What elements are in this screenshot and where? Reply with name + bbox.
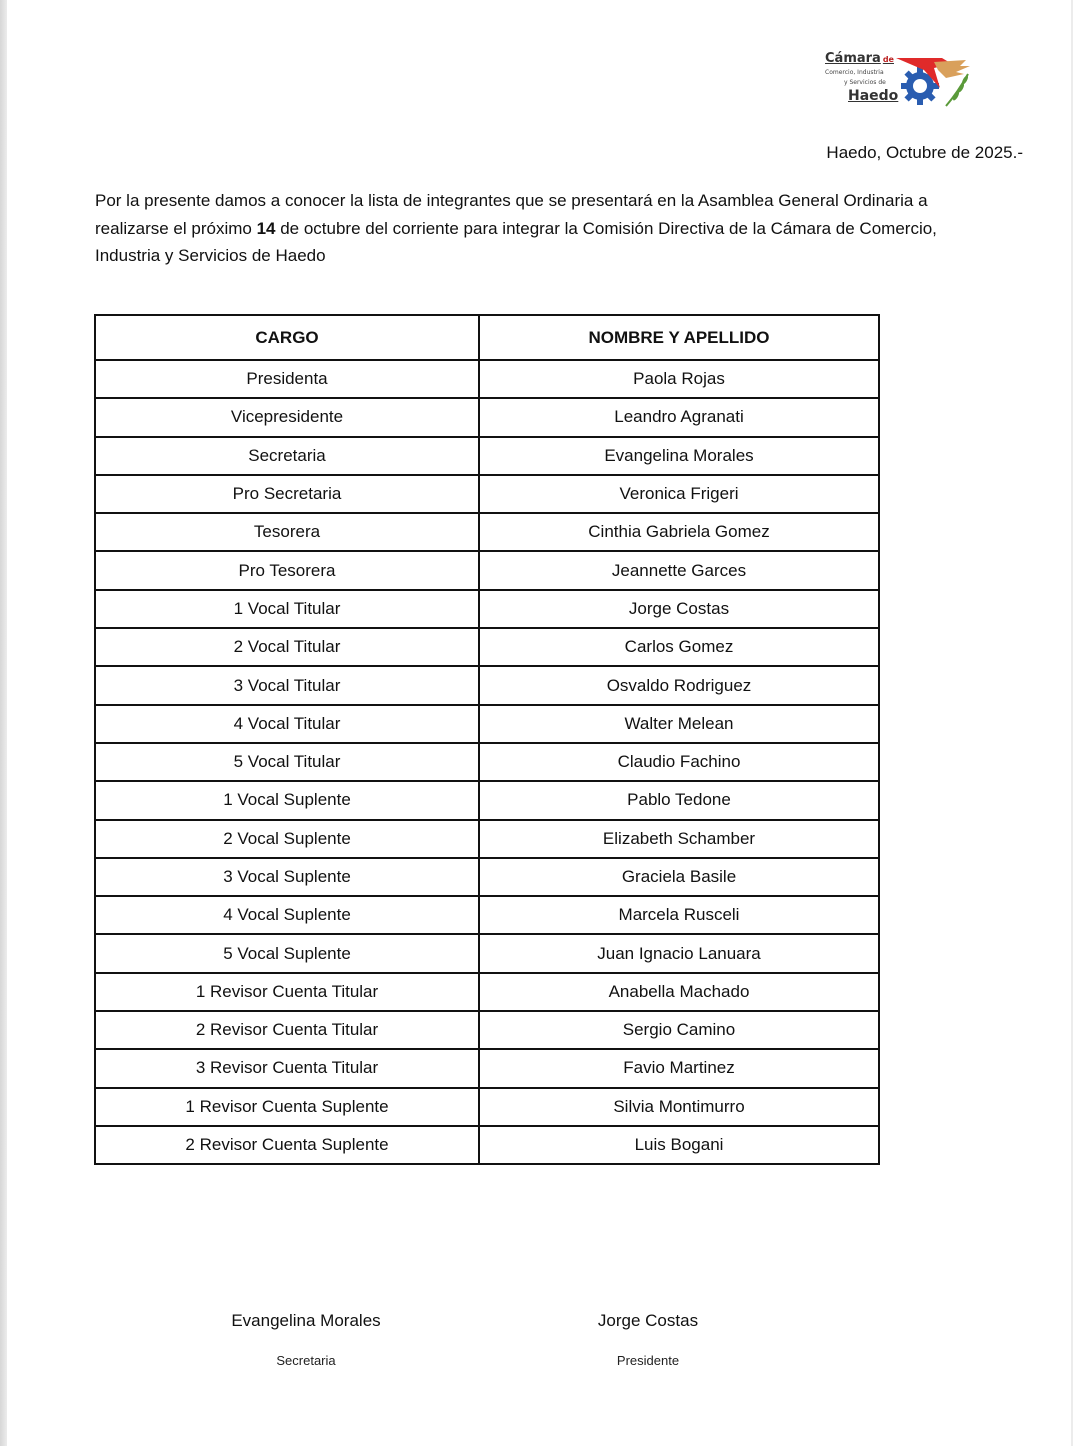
column-header-cargo: CARGO bbox=[95, 315, 479, 360]
table-row bbox=[95, 1088, 879, 1126]
nombre-cell: Silvia Montimurro bbox=[479, 1088, 879, 1126]
logo-line-2: Comercio, Industria bbox=[825, 69, 884, 76]
nombre-cell: Jeannette Garces bbox=[479, 551, 879, 589]
cargo-cell: 2 Vocal Suplente bbox=[95, 820, 479, 858]
cargo-cell: 3 Vocal Titular bbox=[95, 666, 479, 704]
nombre-cell: Juan Ignacio Lanuara bbox=[479, 934, 879, 972]
signature-presidente bbox=[518, 1311, 778, 1368]
cargo-cell: 1 Revisor Cuenta Titular bbox=[95, 973, 479, 1011]
table-row bbox=[95, 858, 879, 896]
intro-paragraph: Por la presente damos a conocer la lista de integrantes que se presentará en la Asamblea General Ordinaria a realizarse el próximo 14 de octubre del corriente para integrar la Comisión Directiva de la Cámara de Comercio, Industria y Servicios de Haedo bbox=[95, 191, 937, 265]
nombre-cell: Paola Rojas bbox=[479, 360, 879, 398]
table-header-row bbox=[95, 315, 879, 360]
signature-secretaria bbox=[176, 1311, 436, 1368]
table-row bbox=[95, 590, 879, 628]
cargo-cell: Vicepresidente bbox=[95, 398, 479, 436]
table-row bbox=[95, 628, 879, 666]
table-row bbox=[95, 934, 879, 972]
table-row bbox=[95, 513, 879, 551]
logo-title: Cámara de bbox=[825, 51, 894, 66]
cargo-cell: Secretaria bbox=[95, 437, 479, 475]
cargo-cell: 4 Vocal Titular bbox=[95, 705, 479, 743]
cargo-cell: 2 Revisor Cuenta Suplente bbox=[95, 1126, 479, 1164]
logo-line-4: Haedo bbox=[848, 88, 899, 104]
table-row bbox=[95, 820, 879, 858]
nombre-cell: Evangelina Morales bbox=[479, 437, 879, 475]
nombre-cell: Osvaldo Rodriguez bbox=[479, 666, 879, 704]
board-members-table bbox=[94, 314, 880, 1165]
cargo-cell: Pro Secretaria bbox=[95, 475, 479, 513]
cargo-cell: 5 Vocal Suplente bbox=[95, 934, 479, 972]
table-row bbox=[95, 475, 879, 513]
table-row bbox=[95, 1126, 879, 1164]
nombre-cell: Graciela Basile bbox=[479, 858, 879, 896]
nombre-cell: Sergio Camino bbox=[479, 1011, 879, 1049]
nombre-cell: Marcela Rusceli bbox=[479, 896, 879, 934]
table-row bbox=[95, 360, 879, 398]
cargo-cell: 5 Vocal Titular bbox=[95, 743, 479, 781]
nombre-cell: Walter Melean bbox=[479, 705, 879, 743]
cargo-cell: 1 Revisor Cuenta Suplente bbox=[95, 1088, 479, 1126]
table-row bbox=[95, 666, 879, 704]
nombre-cell: Jorge Costas bbox=[479, 590, 879, 628]
cargo-cell: 3 Vocal Suplente bbox=[95, 858, 479, 896]
document-date: Haedo, Octubre de 2025.- bbox=[826, 143, 1023, 162]
nombre-cell: Elizabeth Schamber bbox=[479, 820, 879, 858]
table-row bbox=[95, 973, 879, 1011]
signature-role: Secretaria bbox=[276, 1353, 336, 1368]
table-row bbox=[95, 551, 879, 589]
table-row bbox=[95, 705, 879, 743]
signature-name: Jorge Costas bbox=[597, 1311, 699, 1330]
nombre-cell: Veronica Frigeri bbox=[479, 475, 879, 513]
nombre-cell: Cinthia Gabriela Gomez bbox=[479, 513, 879, 551]
cargo-cell: Tesorera bbox=[95, 513, 479, 551]
cargo-cell: 4 Vocal Suplente bbox=[95, 896, 479, 934]
table-row bbox=[95, 1049, 879, 1087]
nombre-cell: Carlos Gomez bbox=[479, 628, 879, 666]
table-row bbox=[95, 1011, 879, 1049]
cargo-cell: 1 Vocal Titular bbox=[95, 590, 479, 628]
cargo-cell: 1 Vocal Suplente bbox=[95, 781, 479, 819]
nombre-cell: Favio Martinez bbox=[479, 1049, 879, 1087]
cargo-cell: 2 Vocal Titular bbox=[95, 628, 479, 666]
nombre-cell: Anabella Machado bbox=[479, 973, 879, 1011]
table-row bbox=[95, 781, 879, 819]
table-row bbox=[95, 398, 879, 436]
nombre-cell: Leandro Agranati bbox=[479, 398, 879, 436]
table-row bbox=[95, 437, 879, 475]
logo-line-3: y Servicios de bbox=[844, 79, 886, 86]
gear-wing-icon bbox=[894, 52, 974, 110]
nombre-cell: Pablo Tedone bbox=[479, 781, 879, 819]
nombre-cell: Luis Bogani bbox=[479, 1126, 879, 1164]
page-left-edge bbox=[0, 0, 7, 1446]
cargo-cell: 3 Revisor Cuenta Titular bbox=[95, 1049, 479, 1087]
signature-role: Presidente bbox=[616, 1353, 680, 1368]
nombre-cell: Claudio Fachino bbox=[479, 743, 879, 781]
cargo-cell: 2 Revisor Cuenta Titular bbox=[95, 1011, 479, 1049]
chamber-logo bbox=[822, 50, 974, 112]
table-row bbox=[95, 896, 879, 934]
column-header-nombre: NOMBRE Y APELLIDO bbox=[479, 315, 879, 360]
cargo-cell: Presidenta bbox=[95, 360, 479, 398]
table-row bbox=[95, 743, 879, 781]
signature-name: Evangelina Morales bbox=[231, 1311, 381, 1330]
cargo-cell: Pro Tesorera bbox=[95, 551, 479, 589]
